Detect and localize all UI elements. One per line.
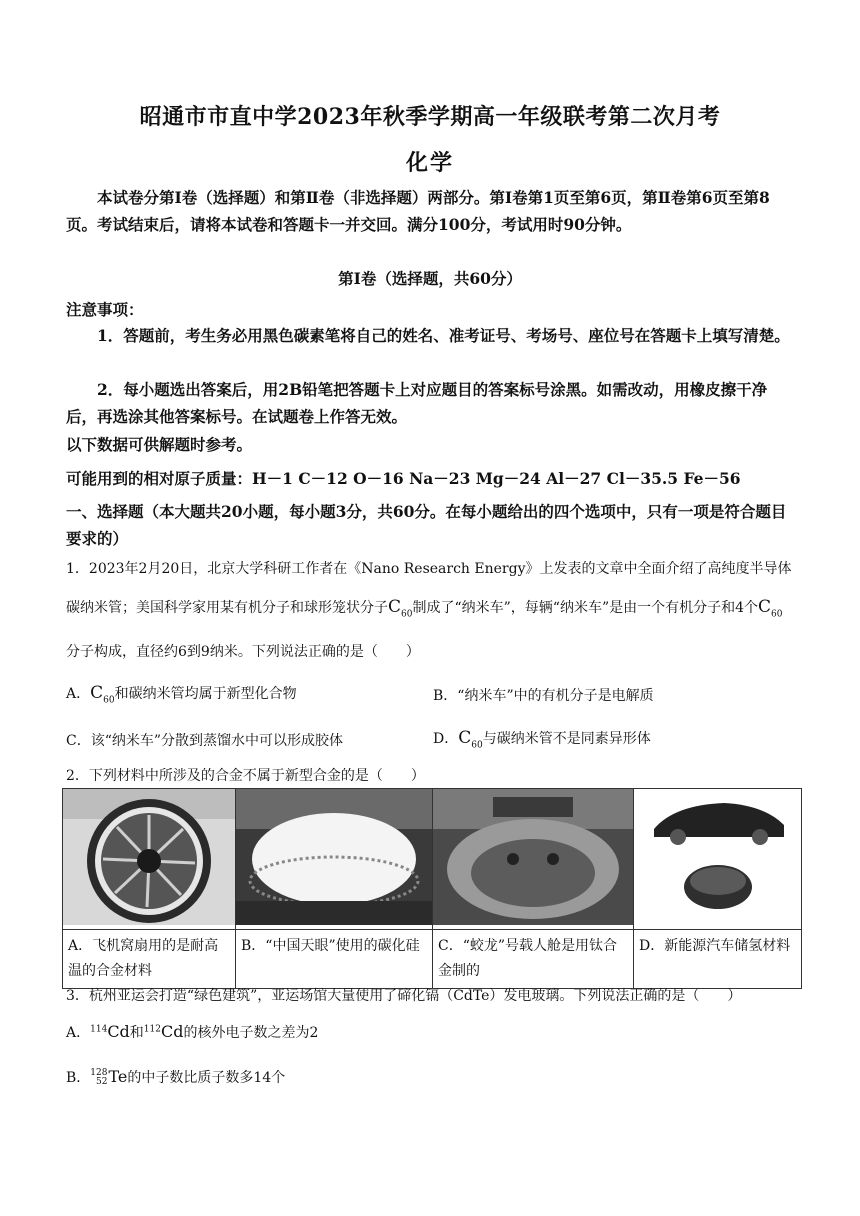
question-2-stem: 2．下列材料中所涉及的合金不属于新型合金的是（ ） bbox=[66, 768, 425, 784]
question-1-stem bbox=[66, 550, 794, 671]
car-icon bbox=[634, 789, 801, 925]
jet-engine-icon bbox=[63, 789, 235, 925]
notes-title: 注意事项： bbox=[66, 300, 144, 319]
q3-option-a: A．$^{114}$Cd和$^{112}$Cd的核外电子数之差为2 bbox=[66, 1022, 319, 1041]
q1-text-b: 制成了“纳米车”，每辆“纳米车”是由一个有机分子和4个 bbox=[412, 600, 759, 616]
q1-option-a: A．$C_{60}$和碳纳米管均属于新型化合物 bbox=[66, 683, 297, 706]
question-3-stem: 3．杭州亚运会打造“绿色建筑”，亚运场馆大量使用了碲化镉（CdTe）发电玻璃。下列说法正确的是（ ） bbox=[66, 988, 742, 1004]
note-item-2: 2．每小题选出答案后，用2B铅笔把答题卡上对应题目的答案标号涂黑。如需改动，用橡皮擦干净后，再选涂其他答案标号。在试题卷上作答无效。 bbox=[66, 380, 768, 426]
note-item-1: 1．答题前，考生务必用黑色碳素笔将自己的姓名、准考证号、考场号、座位号在答题卡上填写清楚。 bbox=[97, 326, 790, 345]
q2-caption-b: B．“中国天眼”使用的碳化硅 bbox=[236, 930, 433, 989]
intro-paragraph: 本试卷分第Ⅰ卷（选择题）和第Ⅱ卷（非选择题）两部分。第Ⅰ卷第1页至第6页，第Ⅱ卷第6页至第8页。考试结束后，请将本试卷和答题卡一并交回。满分100分，考试用时90分钟。 bbox=[66, 188, 770, 234]
c60-formula: $C_{60}$ bbox=[758, 597, 783, 620]
jet-engine-image bbox=[63, 789, 236, 930]
submersible-icon bbox=[433, 789, 633, 925]
q1-text-a: 1．2023年2月20日，北京大学科研工作者在《Nano Research Energy》上发表的文章中全面介绍了高纯度半导体碳纳米管；美国科学家用某有机分子和球形笼状分子 bbox=[66, 561, 792, 616]
exam-title: 昭通市市直中学2023年秋季学期高一年级联考第二次月考 bbox=[139, 104, 721, 130]
q2-image-table bbox=[62, 788, 802, 989]
telescope-icon bbox=[236, 789, 432, 925]
q1-option-b: B．“纳米车”中的有机分子是电解质 bbox=[433, 688, 654, 704]
subject-title: 化学 bbox=[405, 150, 454, 176]
submersible-image bbox=[433, 789, 634, 930]
atomic-masses: 可能用到的相对原子质量：H－1 C－12 O－16 Na－23 Mg－24 Al－27 Cl－35.5 Fe－56 bbox=[66, 469, 741, 488]
car-hydrogen-image bbox=[634, 789, 802, 930]
c60-formula: $C_{60}$ bbox=[388, 597, 413, 620]
q1-text-c: 分子构成，直径约6到9纳米。下列说法正确的是（ ） bbox=[66, 644, 420, 661]
q2-caption-c: C．“蛟龙”号载人舱是用钛合金制的 bbox=[433, 930, 634, 989]
q3-option-b: B． 128 52 Te的中子数比质子数多14个 bbox=[66, 1067, 286, 1087]
q2-caption-a: A．飞机窝扇用的是耐高温的合金材料 bbox=[63, 930, 236, 989]
part1-heading: 第Ⅰ卷（选择题，共60分） bbox=[338, 269, 522, 288]
q1-option-d: D．$C_{60}$与碳纳米管不是同素异形体 bbox=[433, 728, 651, 751]
section-heading: 一、选择题（本大题共20小题，每小题3分，共60分。在每小题给出的四个选项中，只有一项是符合题目要求的） bbox=[66, 502, 787, 548]
telescope-image bbox=[236, 789, 433, 930]
q2-caption-d: D．新能源汽车储氢材料 bbox=[634, 930, 802, 989]
reference-note: 以下数据可供解题时参考。 bbox=[66, 435, 253, 454]
q1-option-c: C．该“纳米车”分散到蒸馏水中可以形成胶体 bbox=[66, 733, 344, 749]
